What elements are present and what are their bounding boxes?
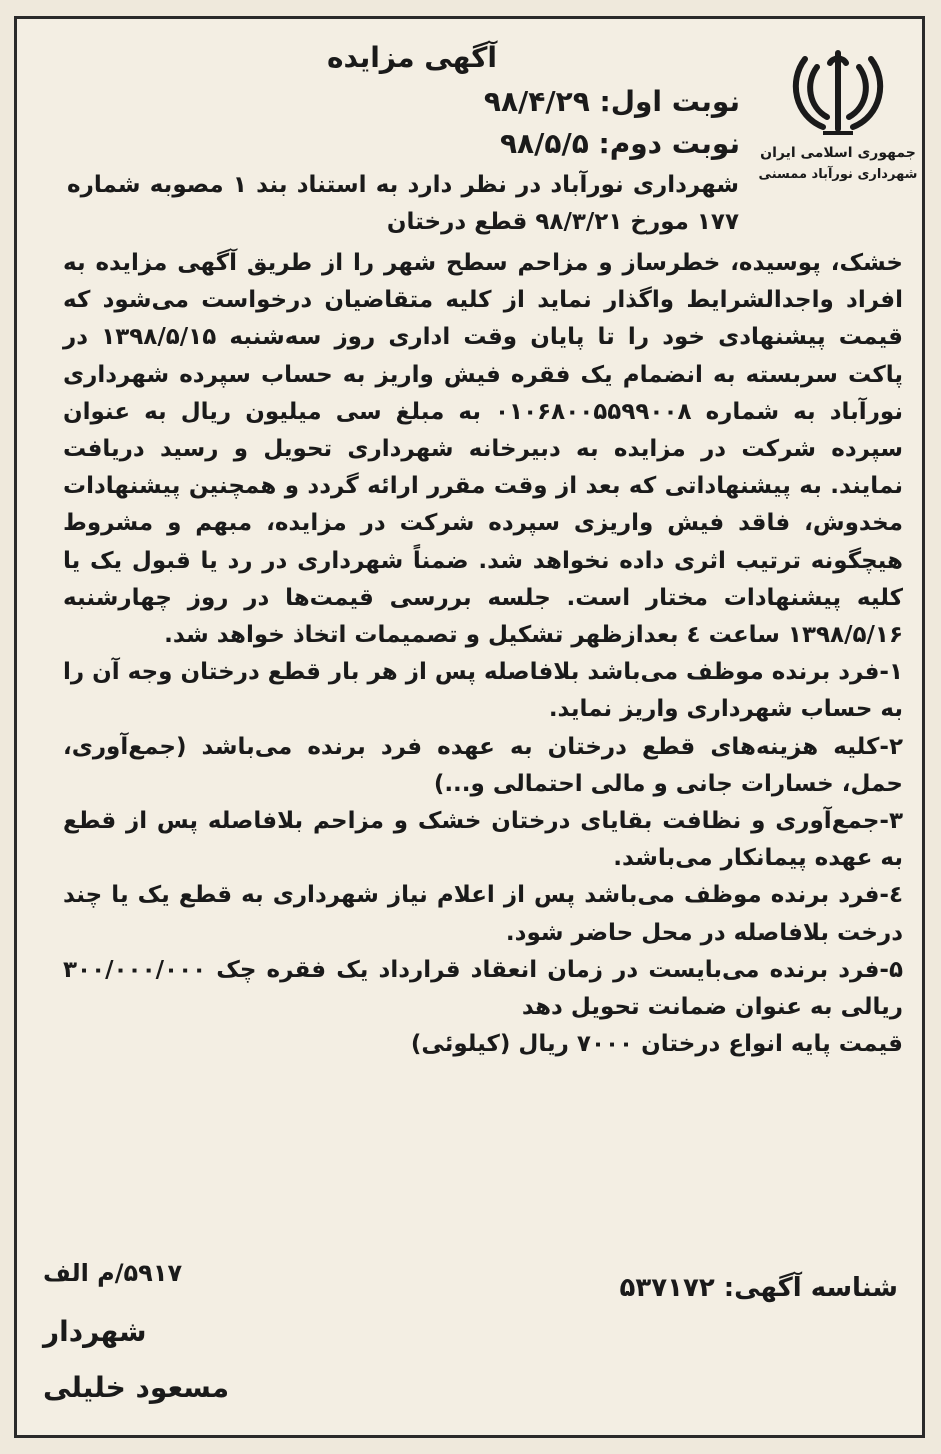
signer-title: شهردار bbox=[43, 1315, 147, 1348]
iran-emblem-icon bbox=[783, 41, 893, 141]
round-first-date: نوبت اول: ۹۸/۴/۲۹ bbox=[483, 85, 740, 118]
condition-5: ۵-فرد برنده می‌بایست در زمان انعقاد قرارداد یک فقره چک ۳۰۰/۰۰۰/۰۰۰ ریالی به عنوان ضمانت تحویل دهد bbox=[63, 956, 903, 1021]
condition-2: ۲-کلیه هزینه‌های قطع درختان به عهده فرد برنده می‌باشد (جمع‌آوری، حمل، خسارات جانی و مالی احتمالی و...) bbox=[63, 733, 903, 797]
round-second-date: نوبت دوم: ۹۸/۵/۵ bbox=[499, 127, 740, 160]
condition-3: ۳-جمع‌آوری و نظافت بقایای درختان خشک و مزاحم بلافاصله پس از قطع به عهده پیمانکار می‌باشد. bbox=[63, 808, 903, 872]
notice-title: آگهی مزایده bbox=[326, 41, 497, 74]
body-paragraph: خشک، پوسیده، خطرساز و مزاحم سطح شهر را از طریق آگهی مزایده به افراد واجدالشرایط واگذار نماید از کلیه متقاضیان درخواست می‌شود که قیمت پیشنهادی خود را تا پایان وقت اداری روز سه‌شنبه ۱۳۹۸/۵/۱۵ در پاکت سربسته به انضمام یک فقره فیش واریز به حساب سپرده شهرداری نورآباد به شماره ۰۱۰۶۸۰۰۵۵۹۹۰۰۸ به مبلغ سی میلیون ریال به عنوان سپرده شرکت در مزایده به دبیرخانه شهرداری تحویل و رسید دریافت نمایند. به پیشنهاداتی که بعد از وقت مقرر ارائه گردد و همچنین پیشنهادات مخدوش، فاقد فیش واریزی سپرده شرکت در مزایده، مبهم و مشروط هیچگونه ترتیب اثری داده نخواهد شد. ضمناً شهرداری در رد یا قبول یک یا کلیه پیشنهادات مختار است. جلسه بررسی قیمت‌ها در روز چهارشنبه ۱۳۹۸/۵/۱۶ ساعت ٤ بعدازظهر تشکیل و تصمیمات اتخاذ خواهد شد. bbox=[63, 250, 903, 649]
notice-frame bbox=[14, 16, 925, 1438]
emblem bbox=[753, 41, 923, 221]
ad-code: ۵۹۱۷/م الف bbox=[43, 1259, 183, 1287]
emblem-country: جمهوری اسلامی ایران bbox=[760, 145, 916, 161]
condition-4: ٤-فرد برنده موظف می‌باشد پس از اعلام نیاز شهرداری به قطع یک یا چند درخت بلافاصله در محل حاضر شود. bbox=[63, 882, 903, 946]
signer-name: مسعود خلیلی bbox=[43, 1371, 230, 1404]
base-price: قیمت پایه انواع درختان ۷۰۰۰ ریال (کیلوئی) bbox=[410, 1031, 903, 1058]
ad-id: شناسه آگهی: ۵۳۷۱۷۲ bbox=[619, 1273, 898, 1303]
notice-body bbox=[63, 245, 903, 1063]
condition-1: ۱-فرد برنده موظف می‌باشد بلافاصله پس از هر بار قطع درختان وجه آن را به حساب شهرداری واریز نماید. bbox=[62, 659, 903, 723]
intro-text: شهرداری نورآباد در نظر دارد به استناد بند ۱ مصوبه شماره ۱۷۷ مورخ ۹۸/۳/۲۱ قطع درختان bbox=[67, 172, 739, 235]
emblem-org: شهرداری نورآباد ممسنی bbox=[758, 167, 918, 182]
